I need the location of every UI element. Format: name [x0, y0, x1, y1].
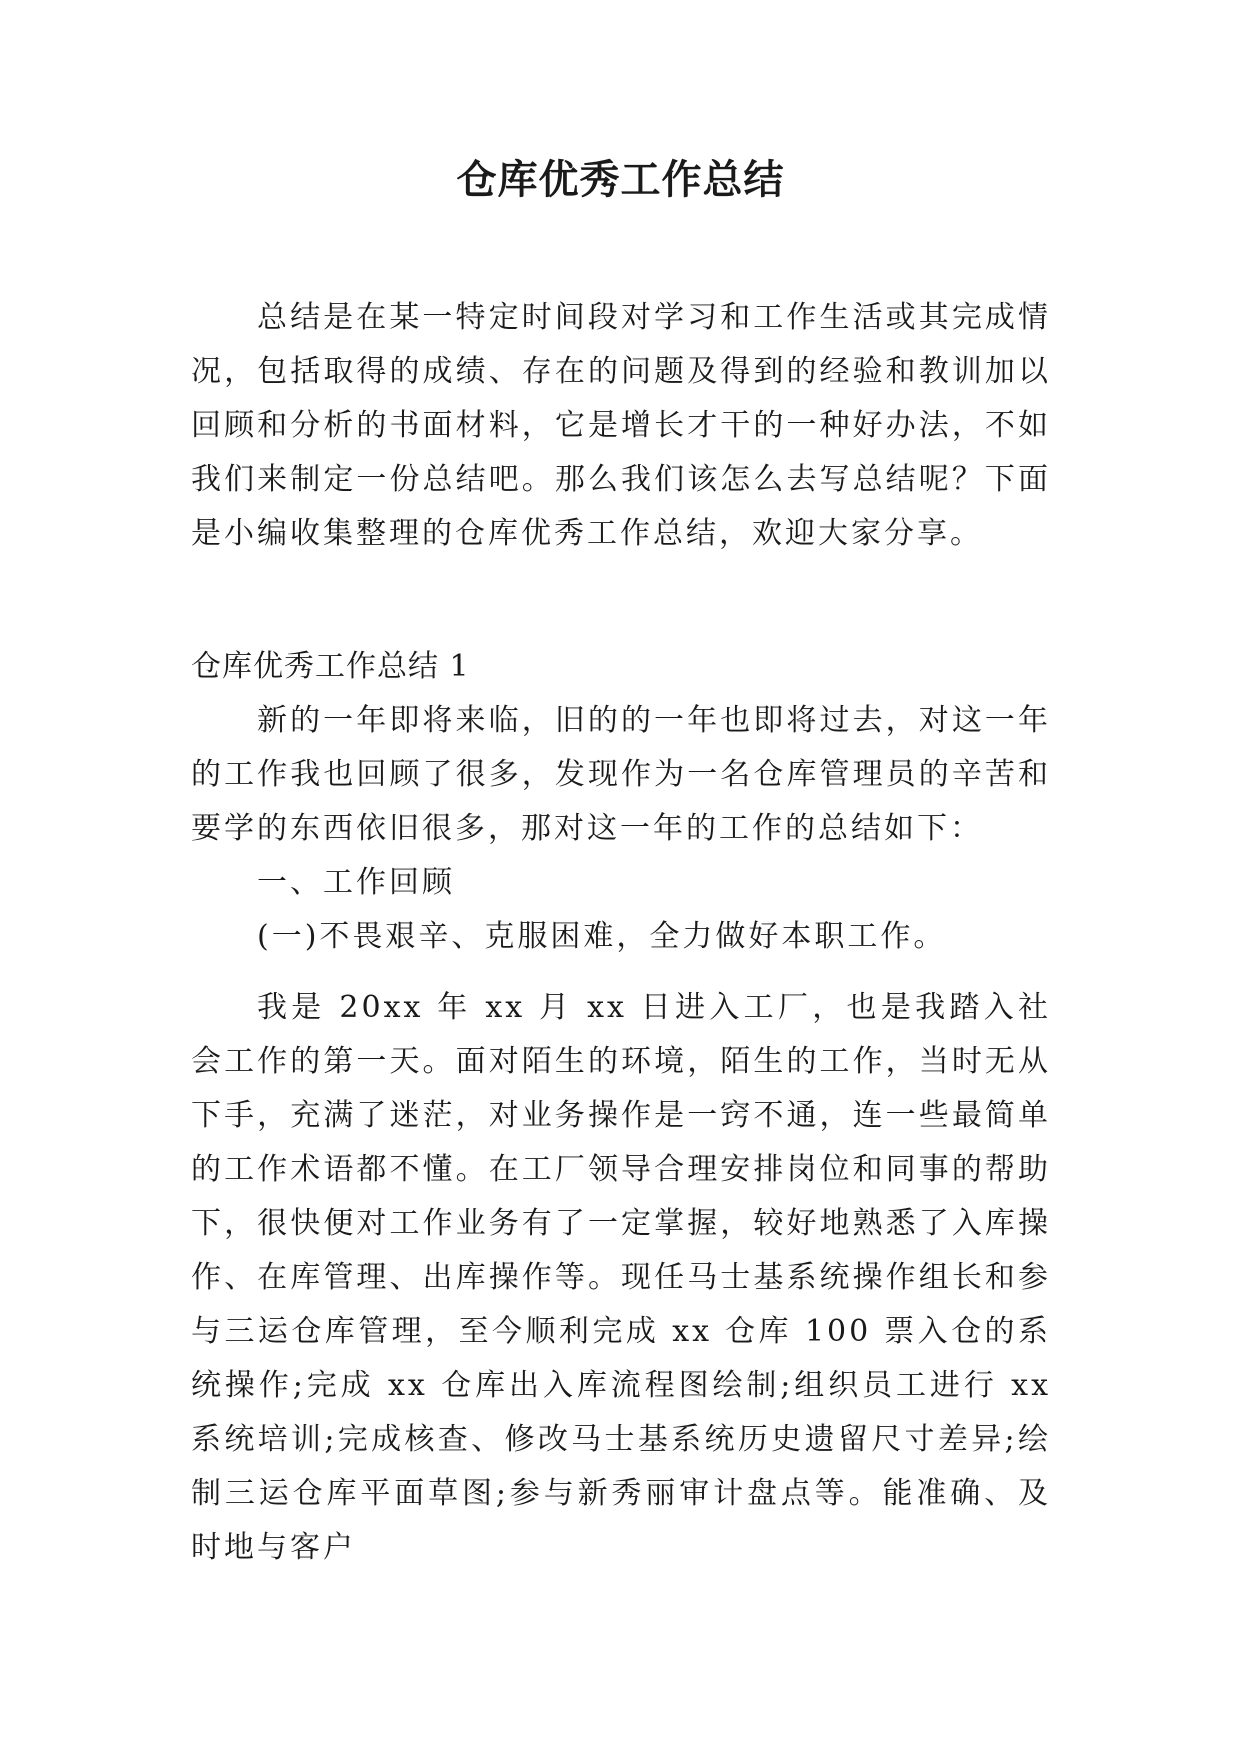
document-title: 仓库优秀工作总结 — [456, 156, 785, 203]
paragraph-2: 我是 20xx 年 xx 月 xx 日进入工厂，也是我踏入社会工作的第一天。面对陌生的环境，陌生的工作，当时无从下手，充满了迷茫，对业务操作是一窍不通，连一些最简单的工作术语都不懂。在工厂领导合理安排岗位和同事的帮助下，很快便对工作业务有了一定掌握，较好地熟悉了入库操作、在库管理、出库操作等。现任马士基系统操作组长和参与三运仓库管理，至今顺利完成 xx 仓库 100 票入仓的系统操作;完成 xx 仓库出入库流程图绘制;组织员工进行 xx 系统培训;完成核查、修改马士基系统历史遗留尺寸差异;绘制三运仓库平面草图;参与新秀丽审计盘点等。能准确、及时地与客户 — [191, 990, 1051, 1565]
intro-paragraph: 总结是在某一特定时间段对学习和工作生活或其完成情况，包括取得的成绩、存在的问题及得到的经验和教训加以回顾和分析的书面材料，它是增长才干的一种好办法，不如我们来制定一份总结吧。那么我们该怎么去写总结呢？下面是小编收集整理的仓库优秀工作总结，欢迎大家分享。 — [191, 300, 1051, 551]
section-title: 仓库优秀工作总结 1 — [191, 649, 470, 684]
heading-sub-1: (一)不畏艰辛、克服困难，全力做好本职工作。 — [257, 919, 947, 954]
heading-work-review: 一、工作回顾 — [257, 865, 455, 900]
paragraph-1: 新的一年即将来临，旧的的一年也即将过去，对这一年的工作我也回顾了很多，发现作为一名仓库管理员的辛苦和要学的东西依旧很多，那对这一年的工作的总结如下： — [191, 703, 1051, 846]
